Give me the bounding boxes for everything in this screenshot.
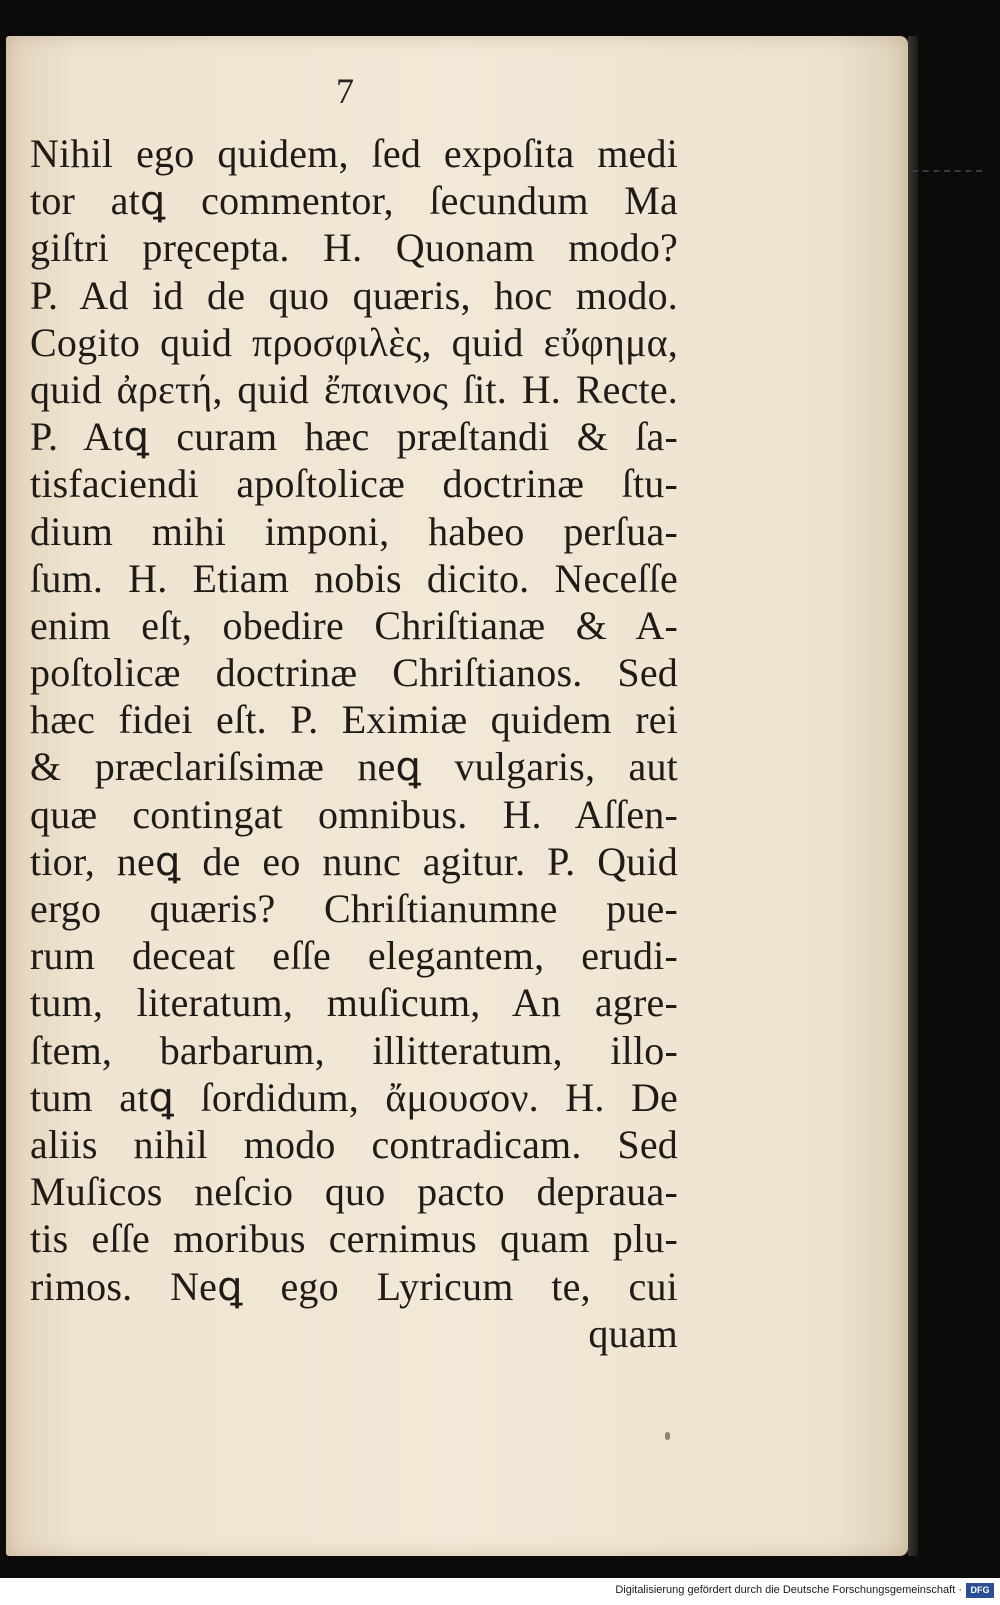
text-line: tor atꝗ commentor, ſecundum Ma xyxy=(30,178,678,224)
text-line: P. Atꝗ curam hæc præſtandi & ſa- xyxy=(30,414,678,460)
text-line: giſtri pręcepta. H. Quonam modo? xyxy=(30,225,678,271)
text-line: tum, literatum, muſicum, An agre- xyxy=(30,980,678,1026)
text-line: P. Ad id de quo quæris, hoc modo. xyxy=(30,272,678,318)
text-line: Muſicos neſcio quo pacto deprauа- xyxy=(30,1169,678,1215)
text-line: poſtolicæ doctrinæ Chriſtianos. Sed xyxy=(30,650,678,696)
text-line: ſum. H. Etiam nobis dicito. Neceſſe xyxy=(30,555,678,601)
text-line: tis eſſe moribus cernimus quam plu- xyxy=(30,1216,678,1262)
text-line: quæ contingat omnibus. H. Aſſen- xyxy=(30,791,678,837)
paper-stain xyxy=(665,1432,670,1440)
text-line: ſtem, barbarum, illitteratum, illo- xyxy=(30,1027,678,1073)
page-number: 7 xyxy=(336,71,354,111)
text-line: tum atꝗ ſordidum, ἄμουσον. H. De xyxy=(30,1074,678,1120)
dfg-logo-icon: DFG xyxy=(966,1583,994,1598)
text-line: ergo quæris? Chriſtianumne pue- xyxy=(30,886,678,931)
footer-credit: Digitalisierung gefördert durch die Deutsche Forschungsgemeinschaft · xyxy=(615,1584,962,1596)
text-line: Cogito quid προσφιλὲς, quid εὔφημα, xyxy=(30,319,678,365)
text-line: & præclariſsimæ neꝗ vulgaris, aut xyxy=(30,744,678,790)
text-line: quid ἀρετή, quid ἔπαινος ſit. H. Recte. xyxy=(30,366,678,412)
text-line: aliis nihil modo contradicam. Sed xyxy=(30,1121,678,1167)
text-line: dium mihi imponi, habeo perſua- xyxy=(30,508,678,554)
text-line: rimos. Neꝗ ego Lyricum te, cui xyxy=(30,1263,678,1309)
text-line: enim eſt, obedire Chriſtianæ & A- xyxy=(30,602,678,648)
digitization-footer xyxy=(0,1578,1000,1605)
catchword: quam xyxy=(588,1310,678,1356)
text-line: tior, neꝗ de eo nunc agitur. P. Quid xyxy=(30,838,678,884)
scan-margin-marks xyxy=(912,170,982,172)
text-line: rum deceat eſſe elegantem, erudi- xyxy=(30,933,678,979)
text-line: hæc fidei eſt. P. Eximiæ quidem rei xyxy=(30,697,678,743)
text-line: tisfaciendi apoſtolicæ doctrinæ ſtu- xyxy=(30,461,678,507)
text-line: Nihil ego quidem, ſed expoſita medi xyxy=(30,131,678,176)
page-text-block xyxy=(30,130,678,1357)
page-edge-shadow xyxy=(908,36,918,1556)
